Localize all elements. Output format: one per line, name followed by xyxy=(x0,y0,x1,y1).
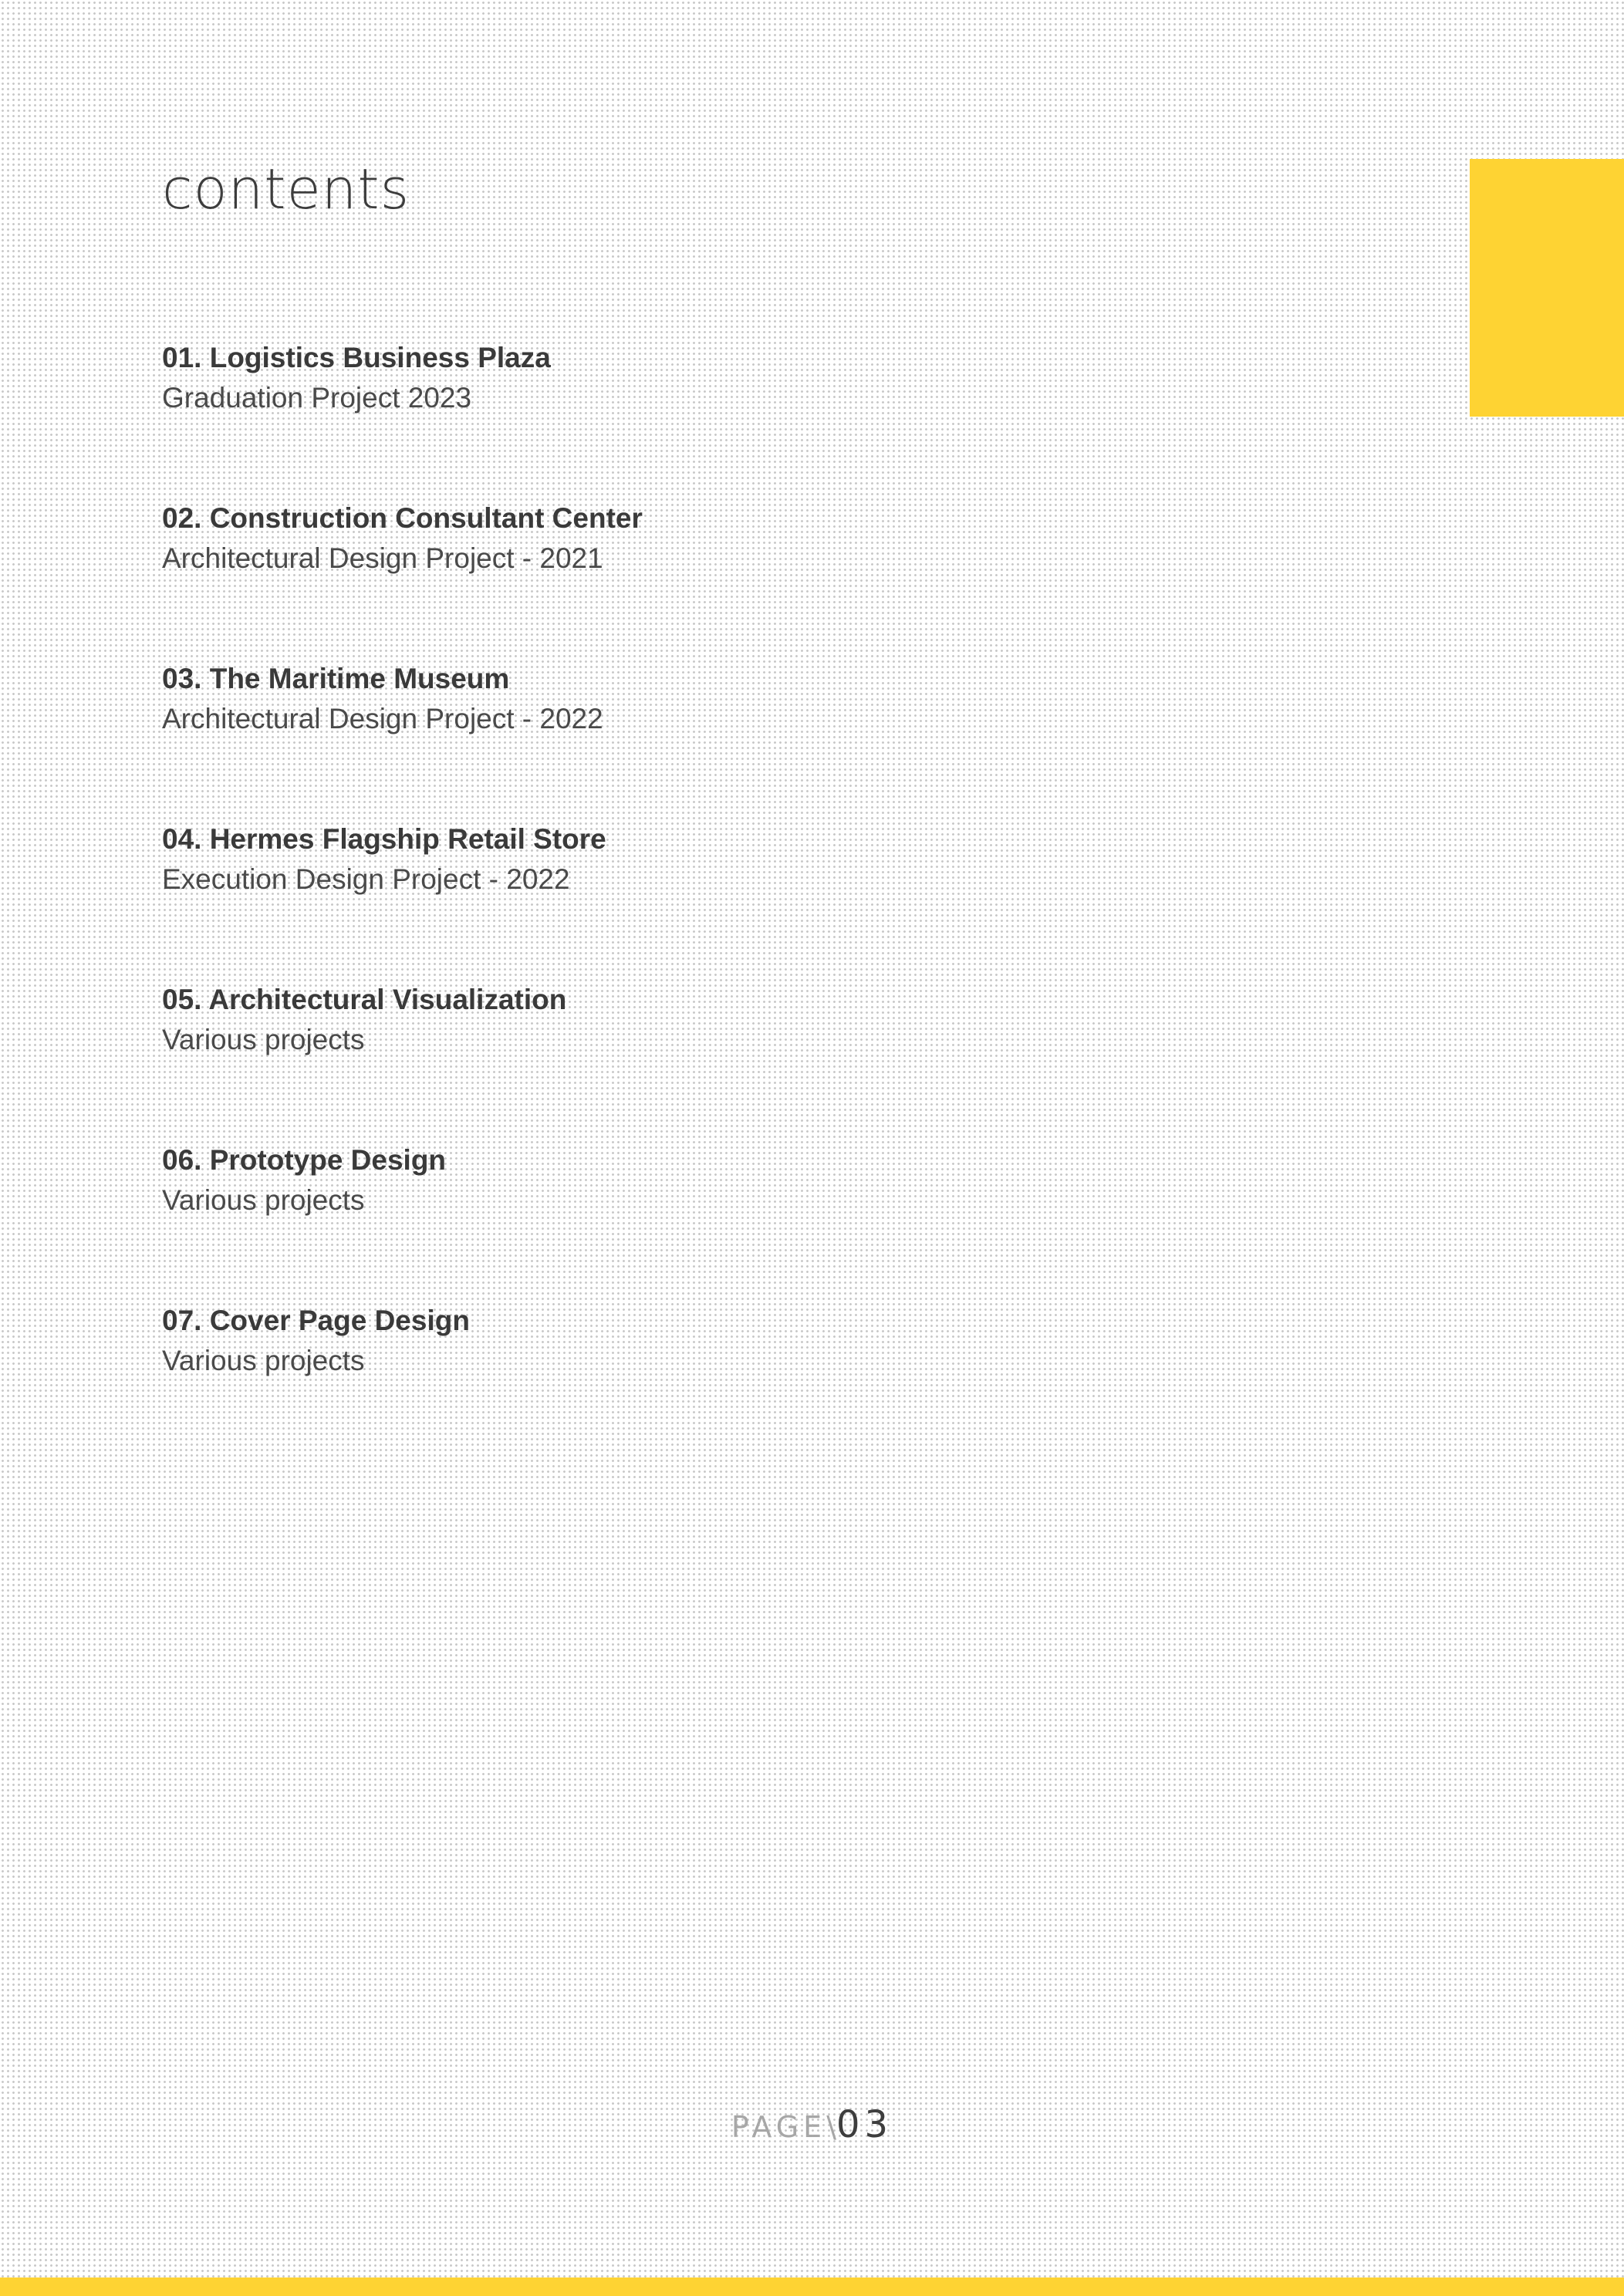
toc-entry-title: 05. Architectural Visualization xyxy=(162,984,567,1015)
toc-entry-subtitle: Execution Design Project - 2022 xyxy=(162,863,570,895)
page-number xyxy=(0,2100,1624,2158)
table-of-contents xyxy=(162,338,643,1461)
toc-entry-05 xyxy=(162,980,643,1140)
toc-entry-title: 02. Construction Consultant Center xyxy=(162,502,643,534)
toc-entry-03 xyxy=(162,659,643,819)
toc-entry-title: 07. Cover Page Design xyxy=(162,1305,470,1336)
toc-entry-07 xyxy=(162,1301,643,1461)
toc-entry-04 xyxy=(162,819,643,980)
toc-entry-06 xyxy=(162,1140,643,1301)
toc-entry-subtitle: Graduation Project 2023 xyxy=(162,382,472,414)
toc-entry-title: 04. Hermes Flagship Retail Store xyxy=(162,823,606,855)
page-digits: 03 xyxy=(836,2103,893,2146)
toc-entry-subtitle: Architectural Design Project - 2022 xyxy=(162,703,603,734)
toc-entry-subtitle: Architectural Design Project - 2021 xyxy=(162,542,603,574)
toc-entry-subtitle: Various projects xyxy=(162,1024,365,1055)
toc-entry-01 xyxy=(162,338,643,498)
toc-entry-subtitle: Various projects xyxy=(162,1184,365,1216)
toc-entry-title: 03. The Maritime Museum xyxy=(162,663,510,694)
page-label: PAGE xyxy=(731,2110,827,2144)
toc-entry-title: 06. Prototype Design xyxy=(162,1144,447,1176)
page-title: contents xyxy=(162,157,410,221)
toc-entry-title: 01. Logistics Business Plaza xyxy=(162,342,551,373)
toc-entry-02 xyxy=(162,498,643,659)
toc-entry-subtitle: Various projects xyxy=(162,1345,365,1376)
yellow-bottom-bar xyxy=(0,2277,1624,2296)
page-separator: \ xyxy=(826,2110,836,2144)
yellow-accent-block xyxy=(1470,159,1624,417)
